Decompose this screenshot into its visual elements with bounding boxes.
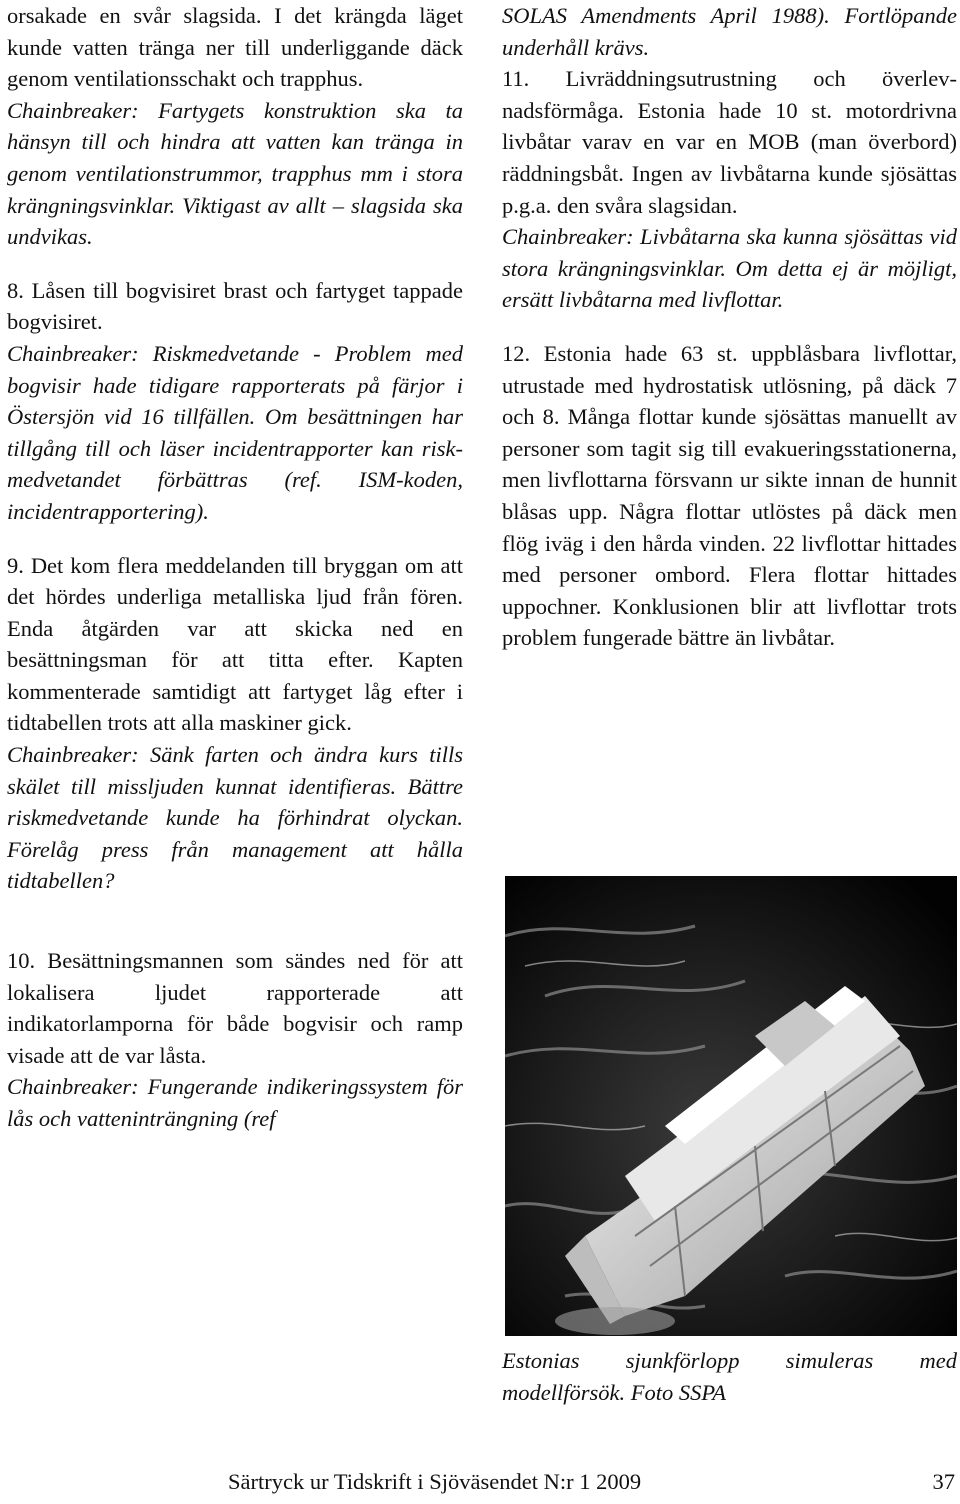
- chainbreaker-note-9: Chainbreaker: Sänk farten och ändra kurs tills skälet till missljuden kunnat identifieras. Bättre riskmedvetande kunde ha förhindrat olyckan. Förelåg press från management att hålla tidtabellen?: [7, 742, 463, 894]
- ship-model-image: [505, 876, 957, 1336]
- item-10: 10. Besättningsmannen som sändes ned för att lokalisera ljudet rapporterade att indikatorlamporna för både bogvisir och ramp visade att de var låsta.: [7, 948, 463, 1068]
- right-column: [502, 0, 957, 654]
- chainbreaker-note-10: Chainbreaker: Fungerande indikeringssystem för lås och vatteninträngning (ref: [7, 1074, 463, 1131]
- item-11: 11. Livräddningsutrustning och överlevnadsförmåga. Estonia hade 10 st. motordrivna livbåtar varav en var en MOB (man överbord) räddningsbåt. Ingen av livbåtarna kunde sjösättas p.g.a. den svåra slagsidan.: [502, 66, 957, 218]
- chainbreaker-note-10-continued: SOLAS Amendments April 1988). Fortlöpande underhåll krävs.: [502, 3, 957, 60]
- page-footer: [0, 1466, 960, 1498]
- item-8: 8. Låsen till bogvisiret brast och fartyget tappade bogvisiret.: [7, 277, 463, 335]
- item-9: 9. Det kom flera meddelanden till bryggan om att det hördes underliga metalliska ljud från fören. Enda åtgärden var att skicka ned en besättningsman för att titta efter. Kapten kommenterade samtidigt att fartyget låg efter i tidtabellen trots att alla maskiner gick.: [7, 552, 463, 736]
- photo-caption: Estonias sjunkförlopp simuleras med modellförsök. Foto SSPA: [502, 1348, 957, 1405]
- left-column: [7, 0, 463, 1135]
- page-number: 37: [932, 1469, 955, 1494]
- ship-model-photo: [505, 876, 957, 1336]
- chainbreaker-note-11: Chainbreaker: Livbåtarna ska kunna sjösättas vid stora krängningsvinklar. Om detta ej är möjligt, ersätt livbåtarna med livflottar.: [502, 224, 957, 313]
- chainbreaker-note-8: Chainbreaker: Riskmedvetande - Problem med bogvisir hade tidigare rapporterats på färjor i Östersjön vid 16 tillfällen. Om besättningen har tillgång till och läser incidentrapporter kan riskmedvetandet förbättras (ref. ISM-koden, incidentrapportering).: [7, 340, 463, 524]
- item-12: 12. Estonia hade 63 st. uppblåsbara livflottar, utrustade med hydrostatisk utlösning, på däck 7 och 8. Många flottar kunde sjösättas manuellt av personer som tagit sig till evakueringsstationerna, men livflottarna försvann ur sikte innan de hunnit blåsas upp. Några flottar utlöstes på däck men flög iväg i den hårda vinden. 22 livflottar hittades med personer ombord. Flera flottar hittades uppochner. Konklusionen blir att livflottar trots problem fungerade bättre än livbåtar.: [502, 340, 957, 651]
- chainbreaker-note-7: Chainbreaker: Fartygets konstruktion ska ta hänsyn till och hindra att vatten kan tränga in genom ventilationstrummor, trapphus mm i stora krängningsvinklar. Viktigast av allt – slagsida ska undvikas.: [7, 97, 463, 250]
- footer-publication: Särtryck ur Tidskrift i Sjöväsendet N:r 1 2009: [228, 1469, 642, 1494]
- paragraph-continuation: orsakade en svår slagsida. I det krängda läget kunde vatten tränga ner till underliggande däck genom ventilationsschakt och trapphus.: [7, 3, 463, 92]
